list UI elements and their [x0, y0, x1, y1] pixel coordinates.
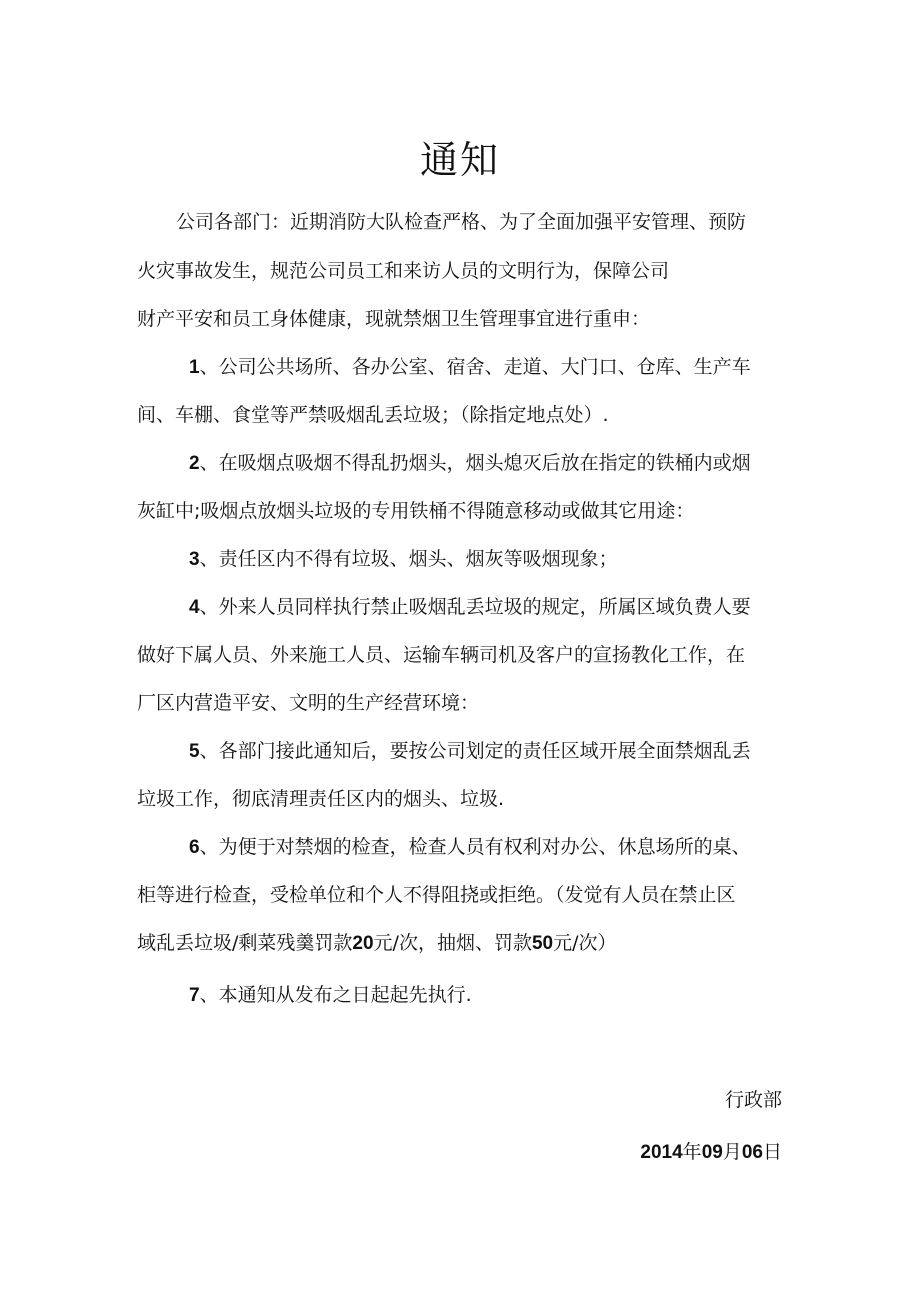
intro-line-3: 财产平安和员工身体健康，现就禁烟卫生管理事宜进行重申：	[137, 308, 651, 330]
item-6-line-3-part-b: 元/次，抽烟、罚款	[373, 932, 532, 954]
date-year-unit: 年	[682, 1141, 702, 1163]
item-6-line-2: 柜等进行检查，受检单位和个人不得阻挠或拒绝。（发觉有人员在禁止区	[137, 884, 736, 906]
date-year: 2014	[640, 1142, 683, 1163]
date-day-unit: 日	[762, 1141, 782, 1163]
date-month-unit: 月	[722, 1141, 742, 1163]
item-2-text: 、在吸烟点吸烟不得乱扔烟头，烟头熄灭后放在指定的铁桶内或烟	[199, 452, 751, 474]
signature-date	[640, 1139, 782, 1166]
item-4-text: 、外来人员同样执行禁止吸烟乱丢垃圾的规定，所属区域负费人要	[199, 596, 751, 618]
item-1-text: 、公司公共场所、各办公室、宿舍、走道、大门口、仓库、生产车	[199, 356, 751, 378]
item-2-line-2: 灰缸中;吸烟点放烟头垃圾的专用铁桶不得随意移动或做其它用途：	[137, 500, 695, 522]
item-6-line-3	[137, 930, 617, 957]
item-7-line-1	[189, 982, 472, 1009]
item-7-number: 7	[189, 985, 200, 1006]
date-month: 09	[701, 1142, 723, 1163]
item-2-line-1	[189, 450, 751, 477]
item-1-line-2: 间、车棚、食堂等严禁吸烟乱丢垃圾；（除指定地点处）.	[137, 404, 609, 426]
item-4-line-1	[189, 594, 751, 621]
item-3-number: 3	[189, 549, 200, 570]
item-6-line-1	[189, 834, 751, 861]
date-day: 06	[741, 1142, 763, 1163]
item-3-text: 、责任区内不得有垃圾、烟头、烟灰等吸烟现象；	[199, 548, 618, 570]
item-5-line-1	[189, 738, 751, 765]
intro-line-1: 公司各部门：近期消防大队检查严格、为了全面加强平安管理、预防	[176, 211, 747, 233]
item-4-line-3: 厂区内营造平安、文明的生产经营环境：	[137, 692, 480, 714]
fine-amount-smoking: 50	[531, 933, 554, 954]
item-5-text: 、各部门接此通知后，要按公司划定的责任区域开展全面禁烟乱丢	[199, 740, 751, 762]
item-6-text: 、为便于对禁烟的检查，检查人员有权利对办公、休息场所的桌、	[199, 836, 751, 858]
item-6-line-3-part-c: 元/次）	[553, 932, 617, 954]
item-6-line-3-part-a: 域乱丢垃圾/剩菜残羹罚款	[137, 932, 353, 954]
item-7-text: 、本通知从发布之日起起先执行.	[199, 984, 472, 1006]
item-4-number: 4	[189, 597, 200, 618]
signature-department: 行政部	[724, 1089, 782, 1111]
item-1-line-1	[189, 354, 751, 381]
page-title: 通知	[419, 138, 500, 182]
item-4-line-2: 做好下属人员、外来施工人员、运输车辆司机及客户的宣扬教化工作，在	[137, 644, 746, 666]
item-1-number: 1	[189, 357, 200, 378]
item-5-line-2: 垃圾工作，彻底清理责任区内的烟头、垃圾.	[137, 788, 505, 810]
fine-amount-litter: 20	[352, 933, 374, 954]
item-2-number: 2	[189, 453, 200, 474]
item-5-number: 5	[189, 741, 200, 762]
item-3-line-1	[189, 546, 618, 573]
intro-line-2: 火灾事故发生，规范公司员工和来访人员的文明行为，保障公司	[137, 260, 670, 282]
item-6-number: 6	[189, 837, 200, 858]
